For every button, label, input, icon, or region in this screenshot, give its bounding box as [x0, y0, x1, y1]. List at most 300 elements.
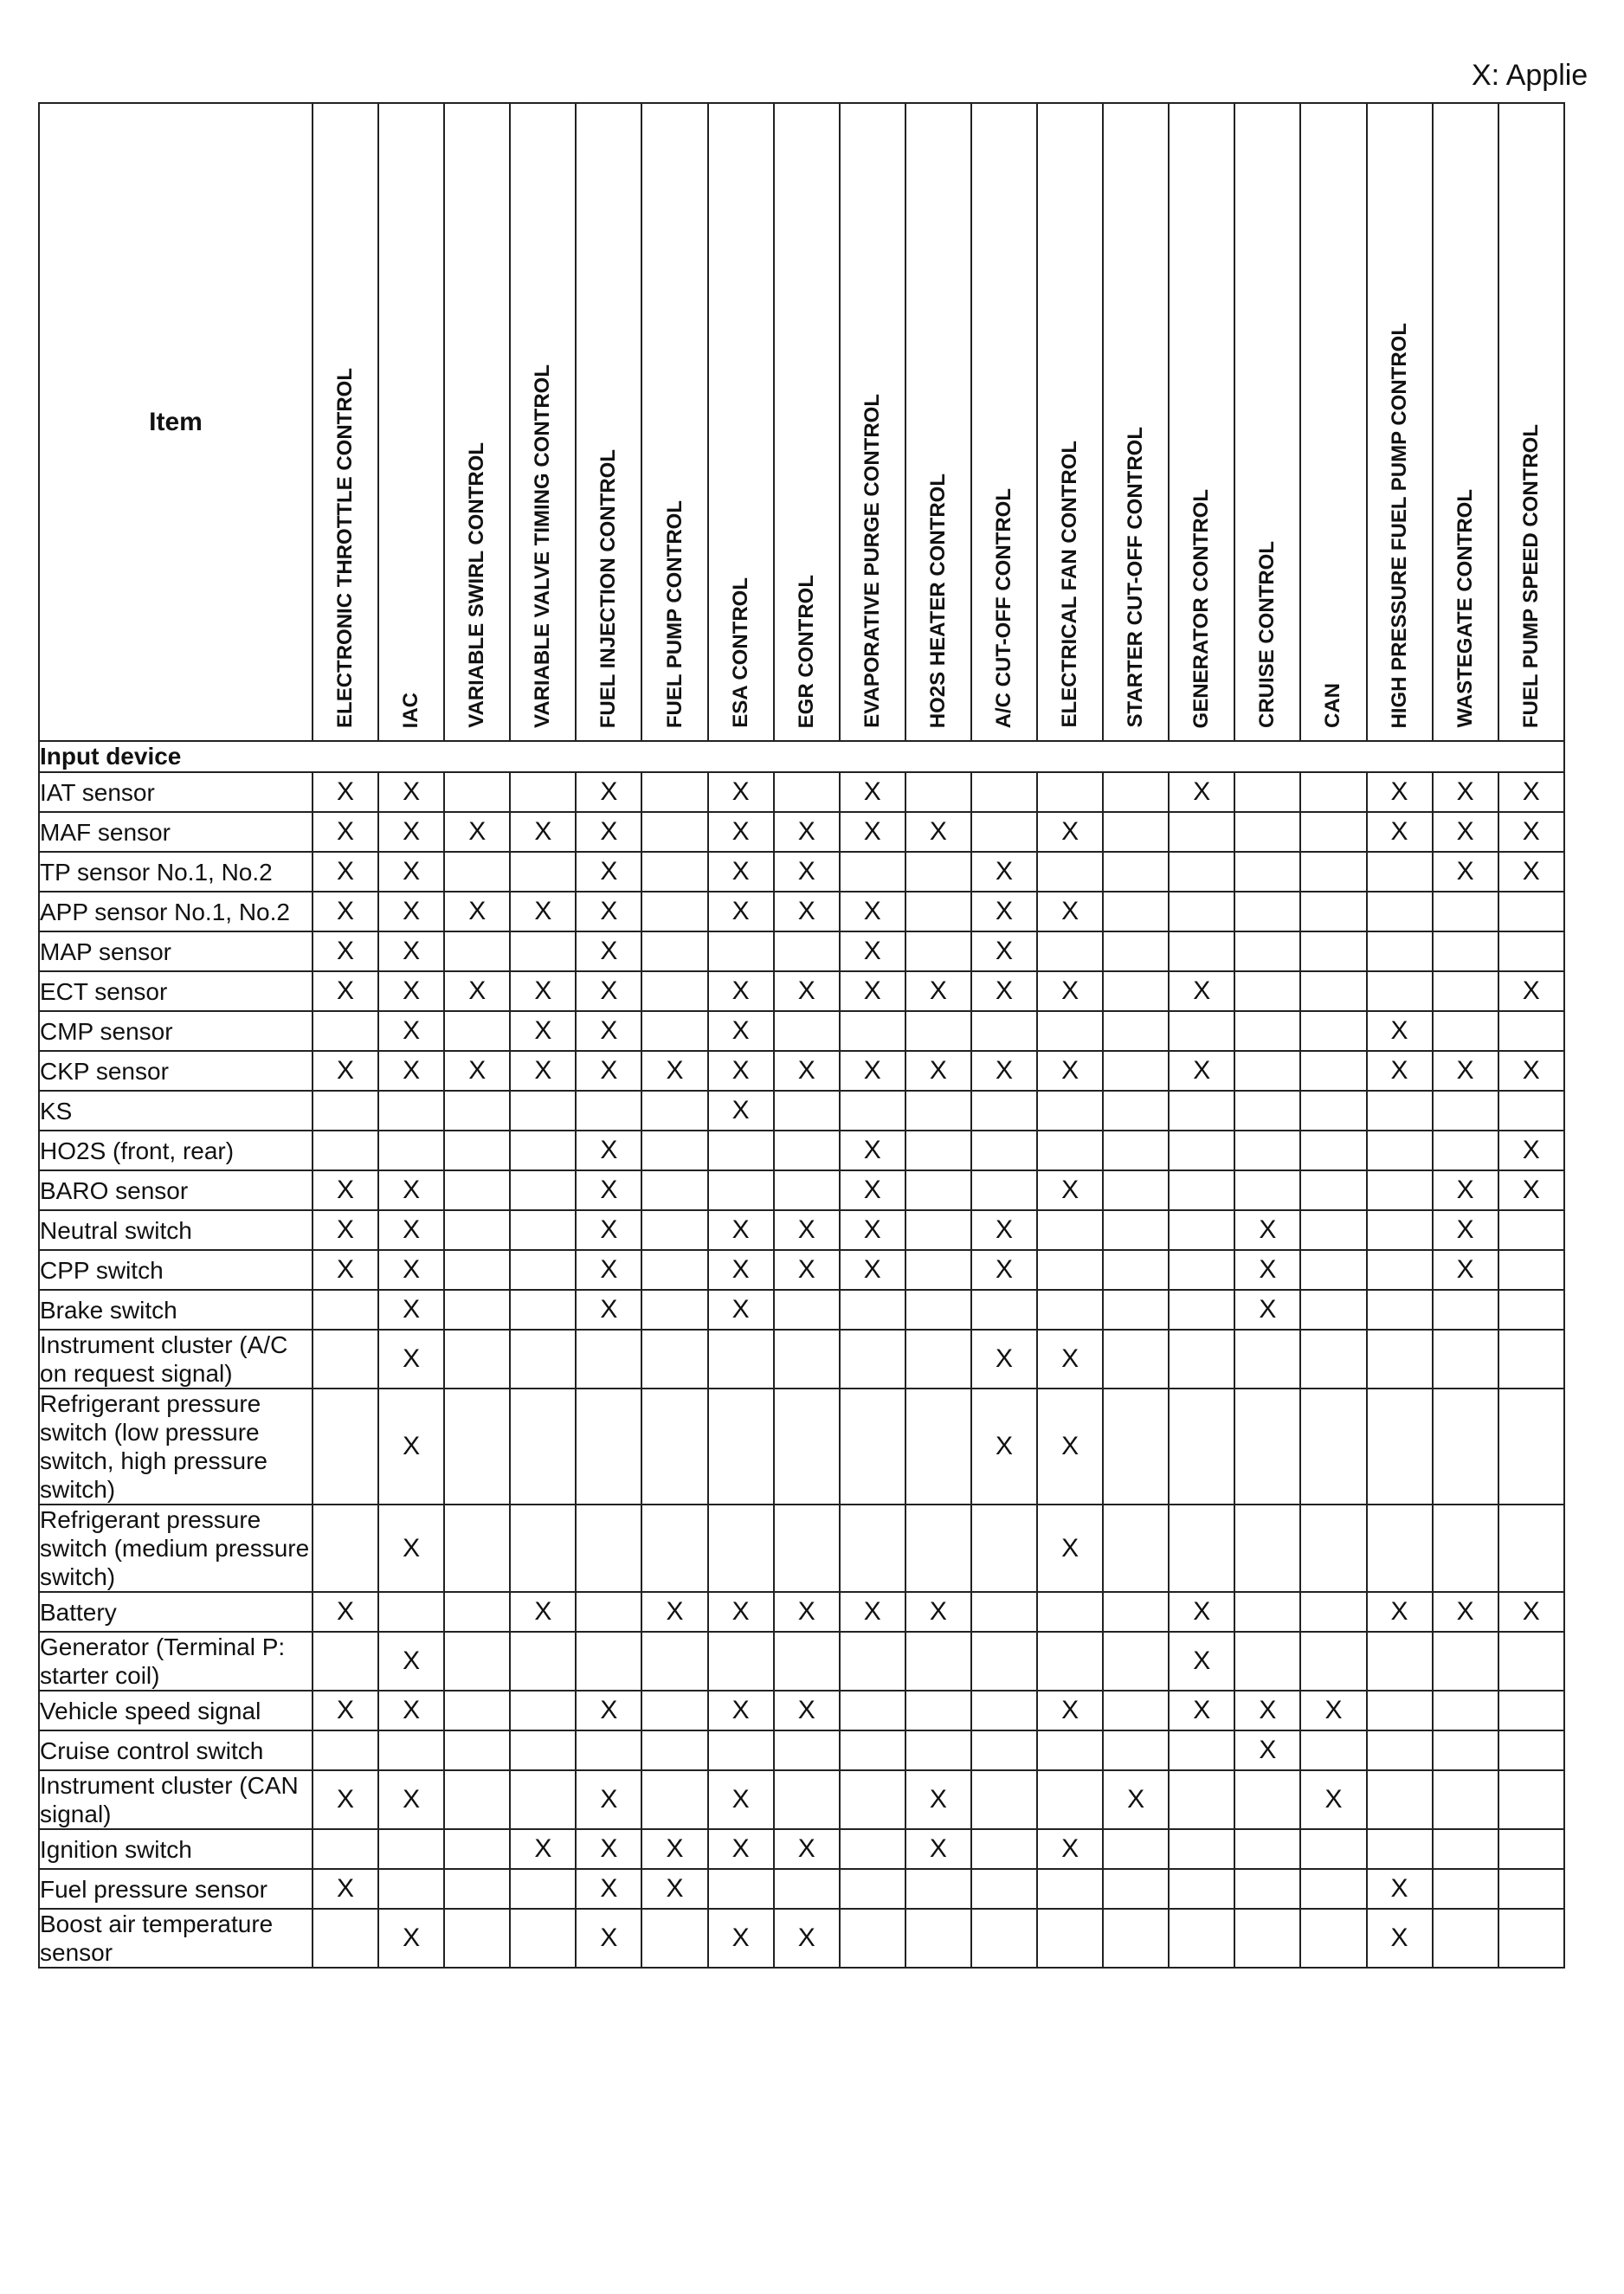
table-cell [313, 1290, 378, 1330]
table-cell [1367, 931, 1433, 971]
table-cell [1234, 1505, 1300, 1592]
table-cell: X [378, 772, 444, 812]
table-cell [1103, 1290, 1169, 1330]
table-cell [1300, 931, 1366, 971]
table-cell: X [1037, 1505, 1103, 1592]
table-cell [444, 772, 510, 812]
table-cell: X [1367, 812, 1433, 852]
column-header [1169, 103, 1234, 741]
row-label: CMP sensor [39, 1011, 313, 1051]
table-cell [774, 1011, 840, 1051]
table-cell: X [313, 852, 378, 892]
table-cell: X [840, 971, 905, 1011]
table-cell [971, 1131, 1037, 1170]
table-cell: X [971, 1051, 1037, 1091]
table-cell [708, 1869, 774, 1909]
table-cell [641, 1505, 707, 1592]
table-cell [1234, 1770, 1300, 1829]
table-cell: X [444, 812, 510, 852]
table-cell [1367, 1210, 1433, 1250]
table-cell [1234, 1829, 1300, 1869]
table-cell: X [1498, 852, 1564, 892]
table-cell [641, 1770, 707, 1829]
table-cell: X [774, 1250, 840, 1290]
table-cell [1169, 1389, 1234, 1505]
table-cell [444, 1250, 510, 1290]
table-cell [1433, 892, 1498, 931]
table-cell [444, 1770, 510, 1829]
table-cell [1300, 1290, 1366, 1330]
table-cell [510, 1170, 576, 1210]
table-cell [1103, 1829, 1169, 1869]
table-cell [1103, 1632, 1169, 1691]
table-cell [1498, 1730, 1564, 1770]
table-cell: X [1498, 1131, 1564, 1170]
table-cell: X [1234, 1691, 1300, 1730]
table-cell [840, 1330, 905, 1389]
table-cell: X [774, 812, 840, 852]
table-cell: X [840, 1131, 905, 1170]
table-cell [1498, 931, 1564, 971]
table-cell [1169, 1290, 1234, 1330]
table-cell [1169, 892, 1234, 931]
table-cell [1037, 1210, 1103, 1250]
column-header [641, 103, 707, 741]
table-cell [1169, 1829, 1234, 1869]
table-cell [1169, 1869, 1234, 1909]
table-cell: X [313, 1210, 378, 1250]
table-cell [641, 1909, 707, 1968]
column-header-label: A/C CUT-OFF CONTROL [991, 487, 1015, 728]
table-cell: X [1433, 1051, 1498, 1091]
row-label: CKP sensor [39, 1051, 313, 1091]
table-cell [840, 1290, 905, 1330]
table-row [39, 852, 1564, 892]
table-row [39, 1330, 1564, 1389]
table-cell: X [1367, 772, 1433, 812]
table-cell [971, 1829, 1037, 1869]
row-label: Boost air temperature sensor [39, 1909, 313, 1968]
table-cell [1433, 971, 1498, 1011]
table-cell [444, 1909, 510, 1968]
table-cell [1037, 1770, 1103, 1829]
table-cell: X [641, 1051, 707, 1091]
table-cell [444, 1389, 510, 1505]
column-header-label: VARIABLE VALVE TIMING CONTROL [531, 364, 555, 728]
table-cell [1433, 1131, 1498, 1170]
table-cell: X [1367, 1011, 1433, 1051]
table-cell [576, 1330, 641, 1389]
table-cell [1037, 1632, 1103, 1691]
table-cell [905, 1389, 971, 1505]
table-cell [1103, 1011, 1169, 1051]
table-cell [1103, 971, 1169, 1011]
table-cell: X [576, 1131, 641, 1170]
row-label: CPP switch [39, 1250, 313, 1290]
column-header-label: EVAPORATIVE PURGE CONTROL [860, 394, 884, 728]
table-cell [444, 1131, 510, 1170]
table-cell: X [905, 812, 971, 852]
column-header-label: IAC [399, 692, 423, 728]
table-cell: X [576, 1770, 641, 1829]
table-cell: X [840, 1051, 905, 1091]
table-cell: X [313, 1770, 378, 1829]
row-label: APP sensor No.1, No.2 [39, 892, 313, 931]
table-cell [840, 1011, 905, 1051]
table-cell [1433, 1770, 1498, 1829]
table-row [39, 1730, 1564, 1770]
row-label: Vehicle speed signal [39, 1691, 313, 1730]
table-cell [641, 852, 707, 892]
table-cell [1037, 1091, 1103, 1131]
table-cell [774, 1770, 840, 1829]
column-header [378, 103, 444, 741]
table-cell [510, 1290, 576, 1330]
table-cell [576, 1505, 641, 1592]
table-cell [708, 1505, 774, 1592]
table-cell [1169, 1011, 1234, 1051]
table-cell: X [1433, 1250, 1498, 1290]
table-cell [378, 1869, 444, 1909]
table-cell [1498, 1770, 1564, 1829]
table-row [39, 812, 1564, 852]
table-cell: X [576, 1170, 641, 1210]
table-cell [444, 1505, 510, 1592]
column-header [1433, 103, 1498, 741]
table-cell [641, 1011, 707, 1051]
table-cell: X [905, 1770, 971, 1829]
table-cell [1037, 1592, 1103, 1632]
table-cell: X [774, 1592, 840, 1632]
table-cell [1433, 1730, 1498, 1770]
column-header [1300, 103, 1366, 741]
table-cell [840, 1730, 905, 1770]
row-label: HO2S (front, rear) [39, 1131, 313, 1170]
table-cell [840, 1869, 905, 1909]
table-cell: X [1498, 1592, 1564, 1632]
table-cell [905, 1210, 971, 1250]
table-cell: X [840, 772, 905, 812]
row-label: Ignition switch [39, 1829, 313, 1869]
table-cell [1103, 1505, 1169, 1592]
table-cell: X [1103, 1770, 1169, 1829]
table-cell [1300, 1389, 1366, 1505]
table-cell [1433, 1011, 1498, 1051]
table-cell [905, 1909, 971, 1968]
column-header-label: CAN [1321, 683, 1345, 728]
table-cell [774, 1730, 840, 1770]
table-cell [510, 1389, 576, 1505]
table-cell: X [840, 892, 905, 931]
table-cell: X [510, 1829, 576, 1869]
table-cell [905, 892, 971, 931]
table-cell [641, 1290, 707, 1330]
table-cell: X [971, 1330, 1037, 1389]
table-cell: X [313, 1592, 378, 1632]
table-cell [641, 971, 707, 1011]
table-cell [1037, 1730, 1103, 1770]
table-cell [840, 1691, 905, 1730]
table-cell [1433, 1389, 1498, 1505]
row-label: Neutral switch [39, 1210, 313, 1250]
table-cell [1103, 1869, 1169, 1909]
column-header [905, 103, 971, 741]
table-cell: X [840, 1592, 905, 1632]
table-cell [1103, 812, 1169, 852]
table-cell: X [708, 1691, 774, 1730]
table-cell: X [1433, 772, 1498, 812]
table-cell [641, 1389, 707, 1505]
table-cell [1433, 1290, 1498, 1330]
table-cell [641, 892, 707, 931]
table-cell: X [510, 812, 576, 852]
table-cell: X [971, 971, 1037, 1011]
row-label: Cruise control switch [39, 1730, 313, 1770]
table-cell [1300, 1011, 1366, 1051]
table-cell [576, 1730, 641, 1770]
table-cell [905, 1091, 971, 1131]
table-cell: X [708, 1210, 774, 1250]
table-cell [1498, 1091, 1564, 1131]
table-cell [1498, 1909, 1564, 1968]
table-cell: X [378, 892, 444, 931]
table-cell [1103, 1730, 1169, 1770]
table-cell [1498, 1389, 1564, 1505]
table-cell: X [444, 971, 510, 1011]
table-cell [444, 931, 510, 971]
table-cell [576, 1389, 641, 1505]
table-cell [1300, 1330, 1366, 1389]
table-cell [1169, 812, 1234, 852]
table-cell: X [1433, 1210, 1498, 1250]
table-cell: X [313, 1170, 378, 1210]
table-cell: X [641, 1592, 707, 1632]
table-cell [510, 1869, 576, 1909]
table-cell: X [1367, 1051, 1433, 1091]
table-cell: X [313, 892, 378, 931]
table-cell: X [1300, 1770, 1366, 1829]
table-cell: X [1433, 1592, 1498, 1632]
table-cell [1037, 931, 1103, 971]
table-cell: X [378, 1632, 444, 1691]
table-cell [378, 1829, 444, 1869]
table-cell: X [576, 892, 641, 931]
table-cell [1234, 892, 1300, 931]
table-cell [774, 931, 840, 971]
section-label: Input device [39, 741, 1564, 772]
column-header [1234, 103, 1300, 741]
table-cell: X [971, 892, 1037, 931]
table-cell [313, 1505, 378, 1592]
table-cell: X [1037, 1051, 1103, 1091]
table-cell: X [905, 1592, 971, 1632]
table-cell [1103, 1330, 1169, 1389]
table-cell [1300, 1210, 1366, 1250]
column-header-label: ESA CONTROL [728, 577, 752, 728]
table-cell [1037, 852, 1103, 892]
table-cell [1103, 1210, 1169, 1250]
table-cell: X [1367, 1869, 1433, 1909]
table-cell: X [444, 1051, 510, 1091]
table-cell [774, 1290, 840, 1330]
table-row [39, 1389, 1564, 1505]
table-cell [774, 1389, 840, 1505]
table-cell [1367, 1730, 1433, 1770]
table-cell [1300, 1909, 1366, 1968]
table-cell: X [378, 1290, 444, 1330]
table-cell [840, 1770, 905, 1829]
table-cell [1367, 1131, 1433, 1170]
table-cell [1169, 1170, 1234, 1210]
table-cell [840, 1829, 905, 1869]
table-cell: X [378, 971, 444, 1011]
table-cell: X [576, 772, 641, 812]
table-cell [1367, 1290, 1433, 1330]
table-cell [1103, 1051, 1169, 1091]
table-cell [641, 931, 707, 971]
table-cell: X [1169, 1632, 1234, 1691]
table-cell [1234, 1389, 1300, 1505]
table-cell: X [1169, 1051, 1234, 1091]
table-cell [1234, 1869, 1300, 1909]
table-cell: X [378, 1909, 444, 1968]
table-cell: X [378, 1051, 444, 1091]
table-cell [1367, 1691, 1433, 1730]
column-header-label: ELECTRICAL FAN CONTROL [1058, 441, 1082, 728]
table-cell: X [641, 1869, 707, 1909]
table-cell [444, 1869, 510, 1909]
table-cell [774, 1330, 840, 1389]
table-cell [840, 1091, 905, 1131]
table-cell [840, 1909, 905, 1968]
table-cell [1103, 1170, 1169, 1210]
table-cell [905, 1691, 971, 1730]
table-cell [1498, 1869, 1564, 1909]
table-cell [1300, 812, 1366, 852]
table-cell: X [378, 1170, 444, 1210]
table-cell: X [774, 1909, 840, 1968]
table-cell: X [378, 1389, 444, 1505]
table-cell [510, 1632, 576, 1691]
table-cell: X [971, 1389, 1037, 1505]
table-cell: X [1234, 1290, 1300, 1330]
table-cell: X [510, 892, 576, 931]
table-cell: X [840, 1170, 905, 1210]
table-cell: X [1433, 852, 1498, 892]
column-header-label: VARIABLE SWIRL CONTROL [465, 442, 489, 728]
table-cell [1037, 1131, 1103, 1170]
table-cell [1498, 1829, 1564, 1869]
column-header [1498, 103, 1564, 741]
table-cell [1433, 1632, 1498, 1691]
table-cell [1103, 772, 1169, 812]
row-label: MAF sensor [39, 812, 313, 852]
table-cell [1498, 1632, 1564, 1691]
table-cell: X [313, 1691, 378, 1730]
table-cell [1234, 1051, 1300, 1091]
table-cell: X [510, 1051, 576, 1091]
row-label: Brake switch [39, 1290, 313, 1330]
table-cell [971, 1730, 1037, 1770]
table-cell [1300, 852, 1366, 892]
table-cell: X [774, 1051, 840, 1091]
table-cell: X [1169, 1691, 1234, 1730]
table-cell [1169, 931, 1234, 971]
table-cell [971, 1592, 1037, 1632]
table-cell: X [840, 812, 905, 852]
table-cell: X [774, 1691, 840, 1730]
table-cell: X [313, 772, 378, 812]
table-cell: X [708, 1592, 774, 1632]
table-cell [1103, 1091, 1169, 1131]
table-cell [378, 1730, 444, 1770]
table-cell: X [378, 931, 444, 971]
table-cell [1037, 1909, 1103, 1968]
column-header [1103, 103, 1169, 741]
table-cell [1498, 1691, 1564, 1730]
table-cell [1367, 852, 1433, 892]
table-cell [1234, 772, 1300, 812]
table-cell [905, 1131, 971, 1170]
row-label: Refrigerant pressure switch (medium pressure switch) [39, 1505, 313, 1592]
table-cell [1367, 971, 1433, 1011]
table-cell [1498, 1011, 1564, 1051]
table-cell [1498, 1505, 1564, 1592]
table-cell: X [840, 1250, 905, 1290]
table-cell: X [708, 1250, 774, 1290]
table-cell [905, 1869, 971, 1909]
table-cell: X [444, 892, 510, 931]
table-cell [971, 1869, 1037, 1909]
table-row [39, 1829, 1564, 1869]
table-cell [1498, 1250, 1564, 1290]
table-cell [1367, 1505, 1433, 1592]
table-cell [641, 1131, 707, 1170]
table-row [39, 1592, 1564, 1632]
table-cell: X [576, 1829, 641, 1869]
table-cell [444, 1290, 510, 1330]
table-cell [971, 1170, 1037, 1210]
table-cell [1300, 1131, 1366, 1170]
column-header-label: STARTER CUT-OFF CONTROL [1124, 427, 1148, 728]
table-cell [1433, 1909, 1498, 1968]
table-cell [510, 1330, 576, 1389]
table-cell: X [774, 1829, 840, 1869]
table-cell [1103, 1131, 1169, 1170]
table-cell: X [576, 1051, 641, 1091]
table-cell [1498, 1290, 1564, 1330]
table-cell: X [510, 1592, 576, 1632]
table-cell [641, 1210, 707, 1250]
table-cell: X [1037, 1389, 1103, 1505]
row-label: Generator (Terminal P: starter coil) [39, 1632, 313, 1691]
table-cell [905, 931, 971, 971]
table-cell: X [313, 812, 378, 852]
table-cell: X [1037, 1829, 1103, 1869]
table-cell: X [576, 1869, 641, 1909]
table-cell [971, 1011, 1037, 1051]
table-cell [971, 772, 1037, 812]
table-cell [444, 1091, 510, 1131]
table-cell [1169, 1909, 1234, 1968]
table-cell [1234, 971, 1300, 1011]
table-cell [708, 1131, 774, 1170]
table-cell [1367, 1829, 1433, 1869]
table-cell: X [1037, 1170, 1103, 1210]
table-cell [444, 852, 510, 892]
table-cell [1169, 1210, 1234, 1250]
table-cell: X [378, 1210, 444, 1250]
